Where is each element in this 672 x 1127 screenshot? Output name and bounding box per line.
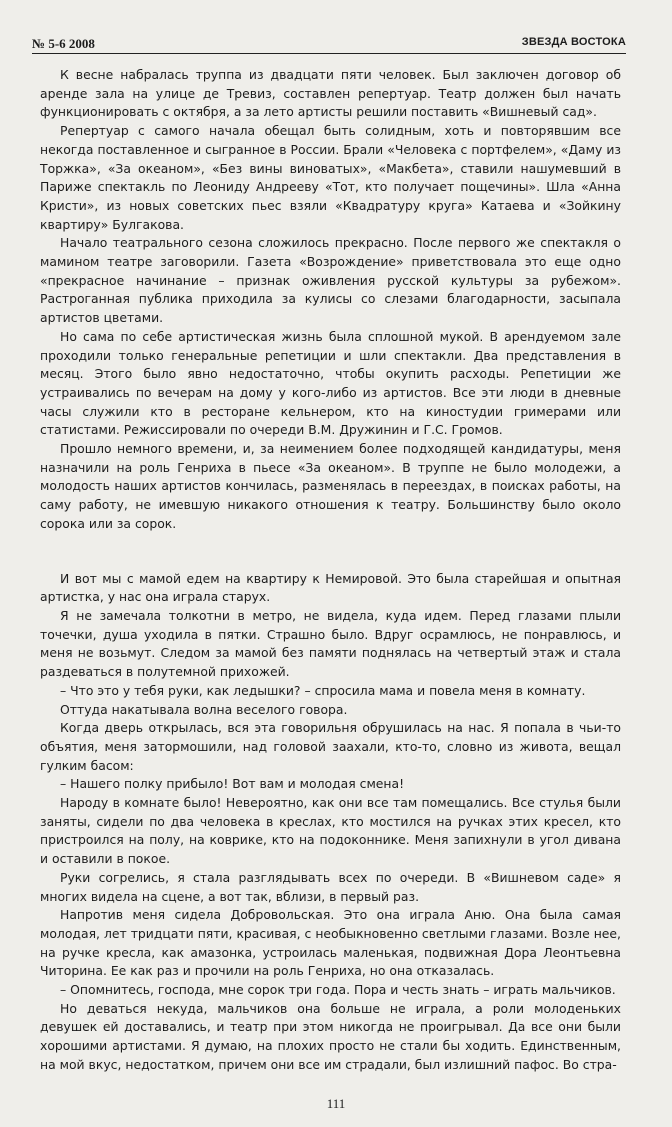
journal-title: ЗВЕЗДА ВОСТОКА [521, 36, 626, 48]
paragraph: Напротив меня сидела Добровольская. Это она играла Аню. Она была самая молодая, лет тридцати пяти, красивая, с необыкновенно светлыми глазами. Возле нее, на ручке кресла, как амазонка, устроилась маленькая, подвижная Дора Леонтьевна Читорина. Ее как раз и прочили на роль Генриха, но она отказалась. [40, 907, 621, 979]
paragraph: Репертуар с самого начала обещал быть солидным, хоть и повторявшим все некогда поставленное и сыгранное в России. Брали «Человека с портфелем», «Даму из Торжка», «За океаном», «Без вины виноватых», «Макбета», ставили нашумевший в Париже спектакль по Леониду Андрееву «Тот, кто получает пощечины». Шла «Анна Кристи», из новых советских пьес взяли «Квадратуру круга» Катаева и «Зойкину квартиру» Булгакова. [40, 123, 621, 232]
paragraph: Я не замечала толкотни в метро, не видела, куда идем. Перед глазами плыли точечки, душа уходила в пятки. Страшно было. Вдруг осрамлюсь, не понравлюсь, и меня не возьмут. Следом за мамой без памяти поднялась на четвертый этаж и стала раздеваться в полутемной прихожей. [40, 607, 621, 680]
paragraph: Но сама по себе артистическая жизнь была сплошной мукой. В арендуемом зале проходили только генеральные репетиции и шли спектакли. Два представления в месяц. Этого было явно недостаточно, чтобы окупить расходы. Репетиции же устраивались по вечерам на дому у кого-либо из артистов. Все эти люди в дневные часы служили кто в ресторане кельнером, кто на киностудии гримерами или статистами. Режиссировали по очереди В.М. Дружинин и Г.С. Громов. [40, 328, 621, 438]
section-break [40, 534, 621, 570]
paragraph: – Что это у тебя руки, как ледышки? – спросила мама и повела меня в комнату. [60, 682, 586, 698]
page-number: 111 [326, 1096, 346, 1111]
paragraph: Но деваться некуда, мальчиков она больше не играла, а роли молоденьких девушек ей доставались, и театр при этом никогда не проигрывал. Да все они были хорошими артистами. Я думаю, на плохих просто не стали бы ходить. Единственным, на мой вкус, недостатком, причем они все им страдали, был излишний пафос. Во стра- [40, 1000, 621, 1072]
paragraph: Руки согрелись, я стала разглядывать всех по очереди. В «Вишневом саде» я многих видела на сцене, а вот так, вблизи, в первый раз. [40, 869, 621, 904]
body-text [40, 66, 621, 1075]
paragraph: – Опомнитесь, господа, мне сорок три года. Пора и честь знать – играть мальчиков. [60, 982, 616, 998]
paragraph: И вот мы с мамой едем на квартиру к Немировой. Это была старейшая и опытная артистка, у нас она играла старух. [40, 570, 621, 605]
paragraph: Когда дверь открылась, вся эта говорильня обрушилась на нас. Я попала в чьи-то объятия, меня затормошили, над головой заахали, кто-то, словно из живота, вещал гулким басом: [40, 720, 621, 773]
paragraph: Начало театрального сезона сложилось прекрасно. После первого же спектакля о мамином театре заговорили. Газета «Возрождение» приветствовала это еще одно «прекрасное начинание – признак оживления русской культуры за рубежом». Растроганная публика приходила за кулисы со слезами благодарности, засыпала артистов цветами. [40, 235, 621, 326]
paragraph: – Нашего полку прибыло! Вот вам и молодая смена! [60, 776, 405, 792]
paragraph: Народу в комнате было! Невероятно, как они все там помещались. Все стулья были заняты, сидели по два человека в креслах, кто мостился на ручках этих кресел, кто пристроился на полу, на коврике, кто на подоконнике. Меня запихнули в угол дивана и оставили в покое. [40, 795, 621, 867]
header-rule [32, 53, 626, 54]
paragraph: Оттуда накатывала волна веселого говора. [60, 701, 348, 717]
issue-number: № 5-6 2008 [32, 36, 95, 51]
paragraph: К весне набралась труппа из двадцати пяти человек. Был заключен договор об аренде зала на улице де Тревиз, составлен репертуар. Театр должен был начать функционировать с октября, а за лето артисты решили поставить «Вишневый сад». [40, 67, 621, 120]
paragraph: Прошло немного времени, и, за неимением более подходящей кандидатуры, меня назначили на роль Генриха в пьесе «За океаном». В труппе не было молодежи, а молодость наших артистов кончилась, разменялась в переездах, в поисках работы, на саму работу, не имевшую никакого отношения к театру. Большинству было около сорока или за сорок. [40, 441, 621, 531]
